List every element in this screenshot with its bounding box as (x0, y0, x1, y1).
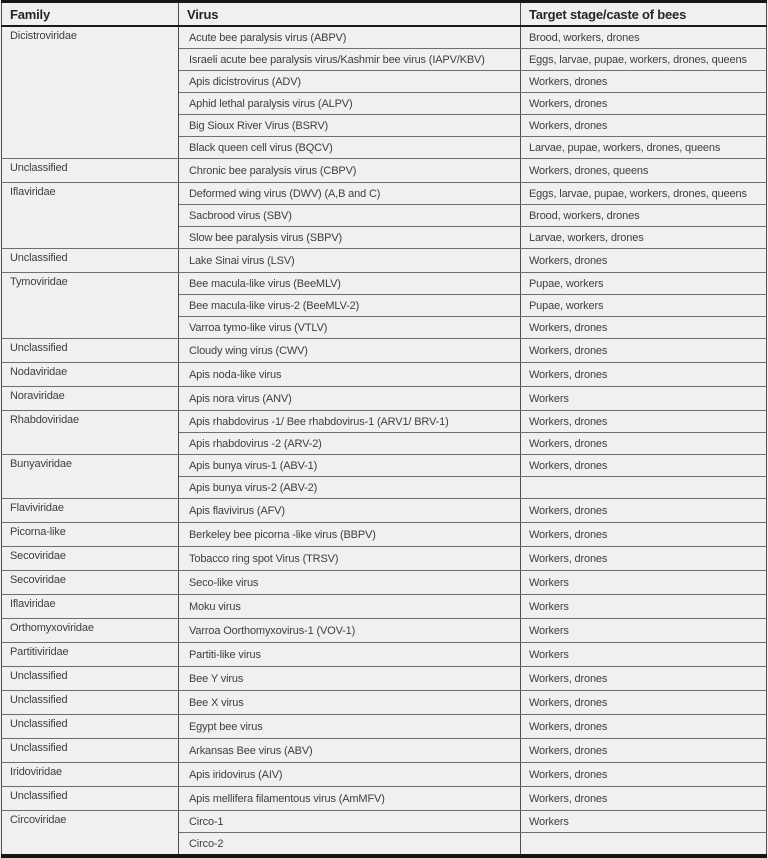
virus-cell: Apis flavivirus (AFV) (179, 499, 521, 523)
column-header-virus: Virus (179, 2, 521, 27)
target-stage-cell: Workers, drones (521, 763, 767, 787)
family-cell: Bunyaviridae (2, 455, 179, 499)
virus-cell: Apis rhabdovirus -2 (ARV-2) (179, 433, 521, 455)
virus-cell: Circo-1 (179, 811, 521, 833)
target-stage-cell: Workers, drones (521, 411, 767, 433)
virus-cell: Tobacco ring spot Virus (TRSV) (179, 547, 521, 571)
table-header (2, 2, 767, 27)
virus-cell: Apis bunya virus-1 (ABV-1) (179, 455, 521, 477)
target-stage-cell: Workers, drones (521, 667, 767, 691)
virus-cell: Slow bee paralysis virus (SBPV) (179, 227, 521, 249)
table-row (2, 26, 767, 49)
family-cell: Flaviviridae (2, 499, 179, 523)
table-row (2, 339, 767, 363)
target-stage-cell: Workers (521, 619, 767, 643)
virus-cell: Acute bee paralysis virus (ABPV) (179, 26, 521, 49)
target-stage-cell: Workers (521, 811, 767, 833)
virus-cell: Apis mellifera filamentous virus (AmMFV) (179, 787, 521, 811)
family-cell: Iridoviridae (2, 763, 179, 787)
target-stage-cell: Workers (521, 595, 767, 619)
family-cell: Secoviridae (2, 571, 179, 595)
family-cell: Unclassified (2, 159, 179, 183)
target-stage-cell (521, 833, 767, 857)
table-row (2, 547, 767, 571)
virus-cell: Partiti-like virus (179, 643, 521, 667)
table-row (2, 595, 767, 619)
table-row (2, 715, 767, 739)
target-stage-cell: Workers, drones (521, 93, 767, 115)
column-header-target-stage: Target stage/caste of bees (521, 2, 767, 27)
table-row (2, 249, 767, 273)
family-cell: Iflaviridae (2, 595, 179, 619)
virus-cell: Bee macula-like virus-2 (BeeMLV-2) (179, 295, 521, 317)
family-cell: Rhabdoviridae (2, 411, 179, 455)
target-stage-cell: Workers, drones (521, 547, 767, 571)
table-row (2, 455, 767, 477)
virus-cell: Israeli acute bee paralysis virus/Kashmir bee virus (IAPV/KBV) (179, 49, 521, 71)
target-stage-cell: Workers (521, 387, 767, 411)
target-stage-cell: Larvae, pupae, workers, drones, queens (521, 137, 767, 159)
table-row (2, 387, 767, 411)
virus-cell: Sacbrood virus (SBV) (179, 205, 521, 227)
target-stage-cell: Workers, drones (521, 715, 767, 739)
table-row (2, 273, 767, 295)
target-stage-cell: Workers, drones (521, 363, 767, 387)
family-cell: Unclassified (2, 691, 179, 715)
table-row (2, 571, 767, 595)
family-cell: Unclassified (2, 715, 179, 739)
virus-cell: Bee macula-like virus (BeeMLV) (179, 273, 521, 295)
target-stage-cell: Brood, workers, drones (521, 205, 767, 227)
virus-cell: Big Sioux River Virus (BSRV) (179, 115, 521, 137)
table-body (2, 26, 767, 856)
family-cell: Unclassified (2, 339, 179, 363)
table-row (2, 811, 767, 833)
table-row (2, 643, 767, 667)
family-cell: Noraviridae (2, 387, 179, 411)
family-cell: Unclassified (2, 739, 179, 763)
family-cell: Orthomyxoviridae (2, 619, 179, 643)
virus-cell: Berkeley bee picorna -like virus (BBPV) (179, 523, 521, 547)
target-stage-cell: Workers, drones (521, 739, 767, 763)
target-stage-cell: Workers, drones (521, 787, 767, 811)
table-row (2, 183, 767, 205)
family-cell: Unclassified (2, 249, 179, 273)
target-stage-cell (521, 477, 767, 499)
virus-cell: Varroa tymo-like virus (VTLV) (179, 317, 521, 339)
target-stage-cell: Workers, drones (521, 499, 767, 523)
virus-cell: Chronic bee paralysis virus (CBPV) (179, 159, 521, 183)
table-row (2, 691, 767, 715)
target-stage-cell: Brood, workers, drones (521, 26, 767, 49)
table-row (2, 763, 767, 787)
table-row (2, 411, 767, 433)
bee-virus-table (1, 0, 767, 858)
virus-cell: Aphid lethal paralysis virus (ALPV) (179, 93, 521, 115)
target-stage-cell: Workers, drones (521, 455, 767, 477)
family-cell: Unclassified (2, 667, 179, 691)
virus-cell: Bee X virus (179, 691, 521, 715)
target-stage-cell: Pupae, workers (521, 273, 767, 295)
virus-cell: Apis iridovirus (AIV) (179, 763, 521, 787)
family-cell: Dicistroviridae (2, 26, 179, 159)
target-stage-cell: Workers, drones (521, 691, 767, 715)
target-stage-cell: Workers, drones (521, 339, 767, 363)
target-stage-cell: Eggs, larvae, pupae, workers, drones, queens (521, 49, 767, 71)
family-cell: Nodaviridae (2, 363, 179, 387)
target-stage-cell: Workers, drones (521, 71, 767, 93)
target-stage-cell: Pupae, workers (521, 295, 767, 317)
target-stage-cell: Workers, drones (521, 317, 767, 339)
virus-cell: Apis bunya virus-2 (ABV-2) (179, 477, 521, 499)
target-stage-cell: Workers, drones (521, 523, 767, 547)
virus-cell: Black queen cell virus (BQCV) (179, 137, 521, 159)
table-row (2, 787, 767, 811)
target-stage-cell: Workers, drones, queens (521, 159, 767, 183)
header-row (2, 2, 767, 27)
family-cell: Unclassified (2, 787, 179, 811)
virus-cell: Moku virus (179, 595, 521, 619)
virus-cell: Cloudy wing virus (CWV) (179, 339, 521, 363)
table-row (2, 159, 767, 183)
column-header-family: Family (2, 2, 179, 27)
family-cell: Circoviridae (2, 811, 179, 857)
target-stage-cell: Workers (521, 643, 767, 667)
target-stage-cell: Workers (521, 571, 767, 595)
virus-cell: Varroa Oorthomyxovirus-1 (VOV-1) (179, 619, 521, 643)
virus-cell: Egypt bee virus (179, 715, 521, 739)
family-cell: Iflaviridae (2, 183, 179, 249)
virus-cell: Apis dicistrovirus (ADV) (179, 71, 521, 93)
table-row (2, 667, 767, 691)
virus-cell: Apis noda-like virus (179, 363, 521, 387)
virus-cell: Deformed wing virus (DWV) (A,B and C) (179, 183, 521, 205)
virus-cell: Apis nora virus (ANV) (179, 387, 521, 411)
target-stage-cell: Workers, drones (521, 433, 767, 455)
family-cell: Tymoviridae (2, 273, 179, 339)
virus-cell: Seco-like virus (179, 571, 521, 595)
virus-cell: Arkansas Bee virus (ABV) (179, 739, 521, 763)
table-row (2, 523, 767, 547)
target-stage-cell: Workers, drones (521, 249, 767, 273)
virus-cell: Circo-2 (179, 833, 521, 857)
virus-cell: Lake Sinai virus (LSV) (179, 249, 521, 273)
family-cell: Picorna-like (2, 523, 179, 547)
table-row (2, 363, 767, 387)
family-cell: Secoviridae (2, 547, 179, 571)
target-stage-cell: Eggs, larvae, pupae, workers, drones, queens (521, 183, 767, 205)
virus-cell: Bee Y virus (179, 667, 521, 691)
family-cell: Partitiviridae (2, 643, 179, 667)
virus-cell: Apis rhabdovirus -1/ Bee rhabdovirus-1 (ARV1/ BRV-1) (179, 411, 521, 433)
table-row (2, 499, 767, 523)
table-row (2, 739, 767, 763)
target-stage-cell: Larvae, workers, drones (521, 227, 767, 249)
table-row (2, 619, 767, 643)
target-stage-cell: Workers, drones (521, 115, 767, 137)
